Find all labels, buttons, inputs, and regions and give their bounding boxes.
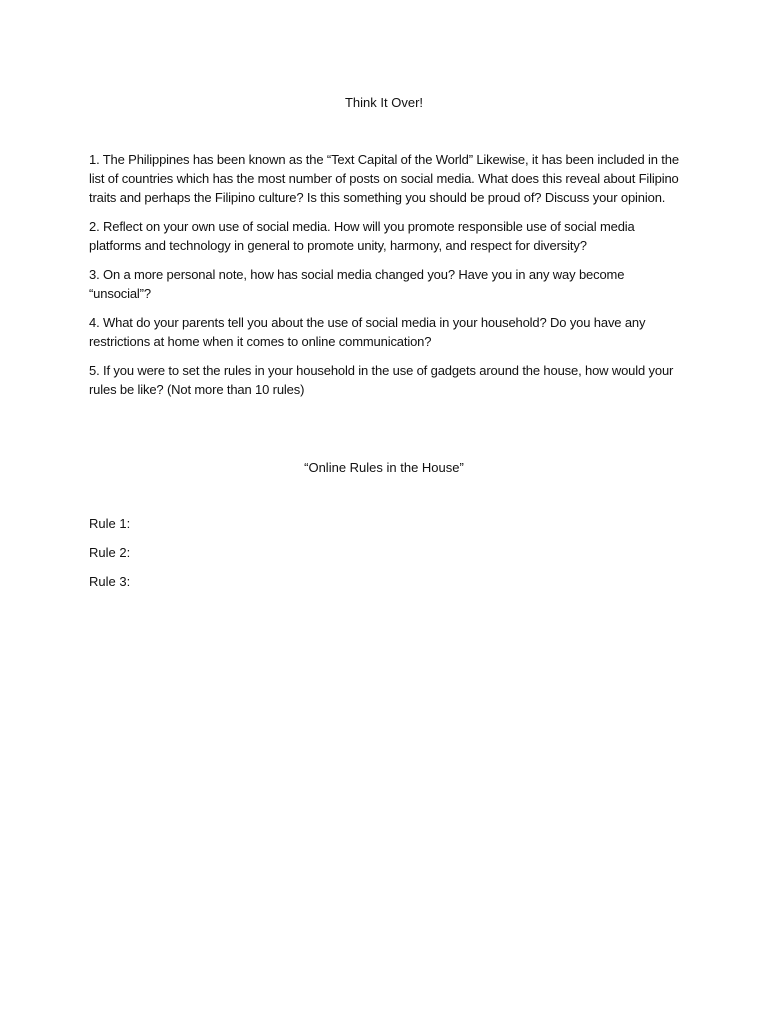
question-5: 5. If you were to set the rules in your household in the use of gadgets around the house, how would your rules be like? (Not more than 10 rules) (89, 363, 674, 397)
question-3: 3. On a more personal note, how has social media changed you? Have you in any way become “unsocial”? (89, 267, 625, 301)
rule-3-label: Rule 3: (89, 574, 131, 589)
question-4: 4. What do your parents tell you about the use of social media in your household? Do you have any restrictions at home when it comes to online communication? (89, 315, 646, 349)
rule-2-label: Rule 2: (89, 545, 131, 560)
question-1: 1. The Philippines has been known as the “Text Capital of the World” Likewise, it has been included in the list of countries which has the most number of posts on social media. What does this reveal about Filipino traits and perhaps the Filipino culture? Is this something you should be proud of? Discuss your opinion. (89, 152, 679, 205)
rule-list (89, 515, 389, 602)
document-title: Think It Over! (344, 95, 424, 110)
question-2: 2. Reflect on your own use of social media. How will you promote responsible use of social media platforms and technology in general to promote unity, harmony, and respect for diversity? (89, 219, 635, 253)
question-list (89, 150, 679, 409)
rules-section-title: “Online Rules in the House” (304, 460, 464, 475)
rule-1-label: Rule 1: (89, 516, 131, 531)
